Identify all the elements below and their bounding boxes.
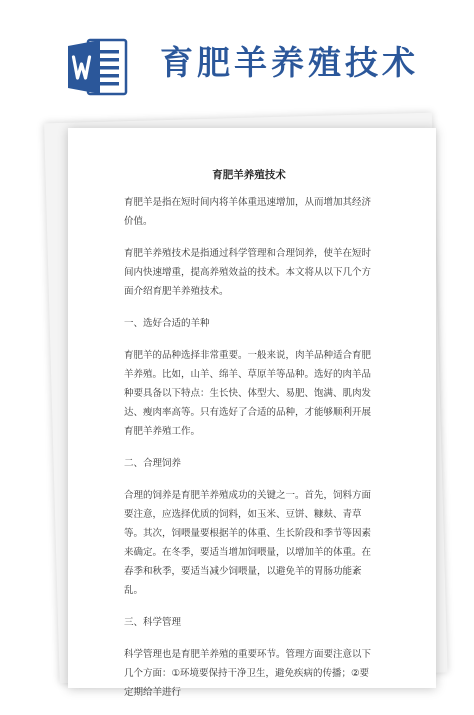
section-heading: 二、合理饲养 [124, 458, 182, 469]
document-content [124, 193, 374, 702]
document-body [124, 166, 374, 715]
banner [0, 0, 474, 110]
paragraph: 育肥羊养殖技术是指通过科学管理和合理饲养，使羊在短时间内快速增重，提高养殖效益的技术。本文将从以下几个方面介绍育肥羊养殖技术。 [124, 248, 372, 297]
paragraph: 育肥羊的品种选择非常重要。一般来说，肉羊品种适合育肥羊养殖。比如，山羊、绵羊、草原羊等品种。选好的肉羊品种要具备以下特点：生长快、体型大、易肥、饱满、肌肉发达、瘦肉率高等。只有选好了合适的品种，才能够顺利开展育肥羊养殖工作。 [124, 350, 372, 437]
document-title: 育肥羊养殖技术 [212, 169, 286, 181]
word-document-icon [66, 36, 128, 98]
document-page [68, 128, 436, 698]
section-heading: 三、科学管理 [124, 617, 182, 628]
paragraph: 育肥羊是指在短时间内将羊体重迅速增加，从而增加其经济价值。 [124, 197, 372, 227]
section-heading: 一、选好合适的羊种 [124, 318, 210, 329]
paragraph: 科学管理也是育肥羊养殖的重要环节。管理方面要注意以下几个方面：①环境要保持干净卫生，避免疾病的传播；②要定期给羊进行 [124, 649, 372, 698]
banner-title: 育肥羊养殖技术 [160, 43, 419, 82]
paragraph: 合理的饲养是育肥羊养殖成功的关键之一。首先，饲料方面要注意，应选择优质的饲料，如玉米、豆饼、糠麸、青草等。其次，饲喂量要根据羊的体重、生长阶段和季节等因素来确定。在冬季，要适当增加饲喂量，以增加羊的体重。在春季和秋季，要适当减少饲喂量，以避免羊的胃肠功能紊乱。 [124, 490, 372, 596]
